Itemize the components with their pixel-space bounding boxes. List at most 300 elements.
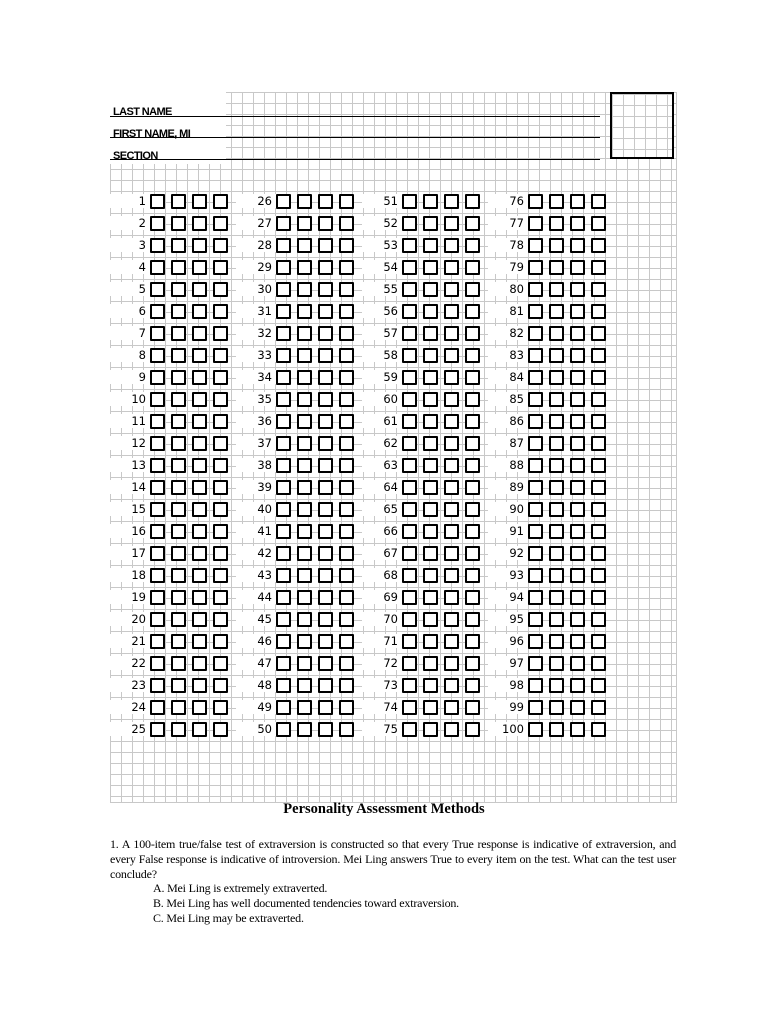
answer-bubble[interactable] <box>402 238 417 253</box>
answer-bubble[interactable] <box>192 480 207 495</box>
answer-bubble[interactable] <box>276 634 291 649</box>
answer-bubble[interactable] <box>570 480 585 495</box>
answer-bubble[interactable] <box>465 546 480 561</box>
answer-bubble[interactable] <box>423 546 438 561</box>
answer-bubble[interactable] <box>213 546 228 561</box>
answer-bubble[interactable] <box>444 634 459 649</box>
answer-bubble[interactable] <box>591 568 606 583</box>
answer-bubble[interactable] <box>339 590 354 605</box>
answer-bubble[interactable] <box>171 678 186 693</box>
answer-bubble[interactable] <box>150 260 165 275</box>
answer-bubble[interactable] <box>402 656 417 671</box>
answer-bubble[interactable] <box>570 304 585 319</box>
answer-bubble[interactable] <box>402 194 417 209</box>
answer-bubble[interactable] <box>465 568 480 583</box>
answer-bubble[interactable] <box>339 480 354 495</box>
answer-bubble[interactable] <box>192 414 207 429</box>
answer-bubble[interactable] <box>570 634 585 649</box>
answer-bubble[interactable] <box>444 194 459 209</box>
answer-bubble[interactable] <box>549 458 564 473</box>
first-name-line[interactable] <box>110 137 600 138</box>
answer-bubble[interactable] <box>297 612 312 627</box>
answer-bubble[interactable] <box>528 502 543 517</box>
answer-bubble[interactable] <box>423 194 438 209</box>
answer-bubble[interactable] <box>423 370 438 385</box>
answer-bubble[interactable] <box>444 502 459 517</box>
answer-bubble[interactable] <box>171 612 186 627</box>
answer-bubble[interactable] <box>339 656 354 671</box>
answer-bubble[interactable] <box>423 304 438 319</box>
answer-bubble[interactable] <box>528 722 543 737</box>
answer-bubble[interactable] <box>171 458 186 473</box>
answer-bubble[interactable] <box>549 678 564 693</box>
answer-bubble[interactable] <box>570 348 585 363</box>
answer-bubble[interactable] <box>192 436 207 451</box>
answer-bubble[interactable] <box>297 458 312 473</box>
answer-bubble[interactable] <box>276 282 291 297</box>
answer-bubble[interactable] <box>591 326 606 341</box>
answer-bubble[interactable] <box>402 568 417 583</box>
answer-bubble[interactable] <box>465 414 480 429</box>
answer-bubble[interactable] <box>402 304 417 319</box>
answer-bubble[interactable] <box>192 612 207 627</box>
answer-bubble[interactable] <box>339 194 354 209</box>
answer-bubble[interactable] <box>297 194 312 209</box>
answer-bubble[interactable] <box>192 348 207 363</box>
answer-bubble[interactable] <box>150 612 165 627</box>
answer-bubble[interactable] <box>549 260 564 275</box>
answer-bubble[interactable] <box>528 612 543 627</box>
answer-bubble[interactable] <box>318 590 333 605</box>
answer-bubble[interactable] <box>423 678 438 693</box>
answer-bubble[interactable] <box>297 480 312 495</box>
answer-bubble[interactable] <box>213 634 228 649</box>
answer-bubble[interactable] <box>339 700 354 715</box>
answer-bubble[interactable] <box>549 370 564 385</box>
answer-bubble[interactable] <box>465 326 480 341</box>
answer-bubble[interactable] <box>171 722 186 737</box>
answer-bubble[interactable] <box>192 568 207 583</box>
answer-bubble[interactable] <box>318 436 333 451</box>
answer-bubble[interactable] <box>465 436 480 451</box>
answer-bubble[interactable] <box>339 370 354 385</box>
answer-bubble[interactable] <box>150 546 165 561</box>
answer-bubble[interactable] <box>192 392 207 407</box>
answer-bubble[interactable] <box>213 414 228 429</box>
answer-bubble[interactable] <box>297 216 312 231</box>
answer-bubble[interactable] <box>570 700 585 715</box>
answer-bubble[interactable] <box>528 282 543 297</box>
answer-bubble[interactable] <box>528 348 543 363</box>
answer-bubble[interactable] <box>423 436 438 451</box>
answer-bubble[interactable] <box>465 304 480 319</box>
answer-bubble[interactable] <box>591 260 606 275</box>
answer-bubble[interactable] <box>570 678 585 693</box>
answer-bubble[interactable] <box>591 502 606 517</box>
answer-bubble[interactable] <box>213 370 228 385</box>
answer-bubble[interactable] <box>444 348 459 363</box>
answer-bubble[interactable] <box>549 656 564 671</box>
answer-bubble[interactable] <box>276 656 291 671</box>
answer-bubble[interactable] <box>318 326 333 341</box>
answer-bubble[interactable] <box>423 458 438 473</box>
answer-bubble[interactable] <box>171 480 186 495</box>
answer-bubble[interactable] <box>192 546 207 561</box>
answer-bubble[interactable] <box>150 238 165 253</box>
answer-bubble[interactable] <box>528 546 543 561</box>
answer-bubble[interactable] <box>444 238 459 253</box>
answer-bubble[interactable] <box>528 678 543 693</box>
answer-bubble[interactable] <box>444 436 459 451</box>
answer-bubble[interactable] <box>570 502 585 517</box>
answer-bubble[interactable] <box>528 590 543 605</box>
answer-bubble[interactable] <box>465 524 480 539</box>
answer-bubble[interactable] <box>465 238 480 253</box>
answer-bubble[interactable] <box>423 414 438 429</box>
answer-bubble[interactable] <box>444 612 459 627</box>
answer-bubble[interactable] <box>297 282 312 297</box>
answer-bubble[interactable] <box>297 722 312 737</box>
answer-bubble[interactable] <box>528 304 543 319</box>
answer-bubble[interactable] <box>549 436 564 451</box>
answer-bubble[interactable] <box>150 722 165 737</box>
answer-bubble[interactable] <box>318 238 333 253</box>
answer-bubble[interactable] <box>339 502 354 517</box>
answer-bubble[interactable] <box>528 238 543 253</box>
answer-bubble[interactable] <box>339 282 354 297</box>
answer-bubble[interactable] <box>444 304 459 319</box>
answer-bubble[interactable] <box>150 568 165 583</box>
answer-bubble[interactable] <box>528 392 543 407</box>
answer-bubble[interactable] <box>192 634 207 649</box>
answer-bubble[interactable] <box>444 722 459 737</box>
answer-bubble[interactable] <box>591 392 606 407</box>
answer-bubble[interactable] <box>339 546 354 561</box>
answer-bubble[interactable] <box>297 546 312 561</box>
answer-bubble[interactable] <box>339 304 354 319</box>
answer-bubble[interactable] <box>297 656 312 671</box>
answer-bubble[interactable] <box>423 656 438 671</box>
answer-bubble[interactable] <box>465 612 480 627</box>
answer-bubble[interactable] <box>318 722 333 737</box>
answer-bubble[interactable] <box>465 634 480 649</box>
answer-bubble[interactable] <box>297 590 312 605</box>
answer-bubble[interactable] <box>465 656 480 671</box>
answer-bubble[interactable] <box>192 590 207 605</box>
answer-bubble[interactable] <box>339 568 354 583</box>
answer-bubble[interactable] <box>276 260 291 275</box>
answer-bubble[interactable] <box>297 370 312 385</box>
answer-bubble[interactable] <box>192 194 207 209</box>
answer-bubble[interactable] <box>192 370 207 385</box>
answer-bubble[interactable] <box>276 612 291 627</box>
answer-bubble[interactable] <box>423 568 438 583</box>
answer-bubble[interactable] <box>276 502 291 517</box>
answer-bubble[interactable] <box>549 414 564 429</box>
answer-bubble[interactable] <box>150 656 165 671</box>
answer-bubble[interactable] <box>402 480 417 495</box>
answer-bubble[interactable] <box>297 568 312 583</box>
answer-bubble[interactable] <box>150 524 165 539</box>
answer-bubble[interactable] <box>318 194 333 209</box>
answer-bubble[interactable] <box>549 700 564 715</box>
answer-bubble[interactable] <box>213 282 228 297</box>
answer-bubble[interactable] <box>423 700 438 715</box>
answer-bubble[interactable] <box>570 370 585 385</box>
answer-bubble[interactable] <box>591 634 606 649</box>
answer-bubble[interactable] <box>276 414 291 429</box>
answer-bubble[interactable] <box>465 480 480 495</box>
answer-bubble[interactable] <box>570 414 585 429</box>
answer-bubble[interactable] <box>402 370 417 385</box>
answer-bubble[interactable] <box>549 546 564 561</box>
answer-bubble[interactable] <box>213 194 228 209</box>
answer-bubble[interactable] <box>591 480 606 495</box>
answer-bubble[interactable] <box>171 392 186 407</box>
answer-bubble[interactable] <box>591 436 606 451</box>
answer-bubble[interactable] <box>297 524 312 539</box>
answer-bubble[interactable] <box>570 458 585 473</box>
answer-bubble[interactable] <box>591 524 606 539</box>
answer-bubble[interactable] <box>402 590 417 605</box>
answer-bubble[interactable] <box>549 568 564 583</box>
answer-bubble[interactable] <box>444 568 459 583</box>
answer-bubble[interactable] <box>171 568 186 583</box>
answer-bubble[interactable] <box>276 436 291 451</box>
answer-bubble[interactable] <box>213 590 228 605</box>
answer-bubble[interactable] <box>150 590 165 605</box>
answer-bubble[interactable] <box>276 326 291 341</box>
answer-bubble[interactable] <box>444 678 459 693</box>
answer-bubble[interactable] <box>150 436 165 451</box>
answer-bubble[interactable] <box>297 304 312 319</box>
answer-bubble[interactable] <box>318 502 333 517</box>
answer-bubble[interactable] <box>318 304 333 319</box>
answer-bubble[interactable] <box>339 326 354 341</box>
answer-bubble[interactable] <box>192 238 207 253</box>
answer-bubble[interactable] <box>549 238 564 253</box>
answer-bubble[interactable] <box>402 612 417 627</box>
answer-bubble[interactable] <box>423 392 438 407</box>
answer-bubble[interactable] <box>423 502 438 517</box>
answer-bubble[interactable] <box>171 590 186 605</box>
answer-bubble[interactable] <box>297 392 312 407</box>
answer-bubble[interactable] <box>528 634 543 649</box>
answer-bubble[interactable] <box>549 634 564 649</box>
answer-bubble[interactable] <box>171 546 186 561</box>
answer-bubble[interactable] <box>192 304 207 319</box>
answer-bubble[interactable] <box>423 590 438 605</box>
answer-bubble[interactable] <box>528 436 543 451</box>
answer-bubble[interactable] <box>150 348 165 363</box>
answer-bubble[interactable] <box>444 546 459 561</box>
answer-bubble[interactable] <box>192 700 207 715</box>
answer-bubble[interactable] <box>465 458 480 473</box>
answer-bubble[interactable] <box>171 260 186 275</box>
answer-bubble[interactable] <box>276 480 291 495</box>
answer-bubble[interactable] <box>171 700 186 715</box>
answer-bubble[interactable] <box>549 612 564 627</box>
answer-bubble[interactable] <box>213 700 228 715</box>
answer-bubble[interactable] <box>318 282 333 297</box>
answer-bubble[interactable] <box>318 260 333 275</box>
answer-bubble[interactable] <box>591 304 606 319</box>
answer-bubble[interactable] <box>444 458 459 473</box>
answer-bubble[interactable] <box>297 348 312 363</box>
answer-bubble[interactable] <box>444 480 459 495</box>
answer-bubble[interactable] <box>297 326 312 341</box>
answer-bubble[interactable] <box>570 238 585 253</box>
answer-bubble[interactable] <box>318 480 333 495</box>
answer-bubble[interactable] <box>213 612 228 627</box>
answer-bubble[interactable] <box>297 678 312 693</box>
answer-bubble[interactable] <box>192 282 207 297</box>
answer-bubble[interactable] <box>213 722 228 737</box>
answer-bubble[interactable] <box>570 568 585 583</box>
answer-bubble[interactable] <box>465 260 480 275</box>
answer-bubble[interactable] <box>339 216 354 231</box>
answer-bubble[interactable] <box>318 458 333 473</box>
answer-bubble[interactable] <box>276 238 291 253</box>
answer-bubble[interactable] <box>465 216 480 231</box>
answer-bubble[interactable] <box>339 634 354 649</box>
answer-bubble[interactable] <box>318 700 333 715</box>
answer-bubble[interactable] <box>213 216 228 231</box>
answer-bubble[interactable] <box>444 260 459 275</box>
answer-bubble[interactable] <box>465 370 480 385</box>
answer-bubble[interactable] <box>465 348 480 363</box>
answer-bubble[interactable] <box>171 502 186 517</box>
answer-bubble[interactable] <box>276 392 291 407</box>
answer-bubble[interactable] <box>528 216 543 231</box>
answer-bubble[interactable] <box>318 524 333 539</box>
answer-bubble[interactable] <box>276 722 291 737</box>
answer-bubble[interactable] <box>402 722 417 737</box>
answer-bubble[interactable] <box>192 502 207 517</box>
answer-bubble[interactable] <box>318 634 333 649</box>
answer-bubble[interactable] <box>465 392 480 407</box>
answer-bubble[interactable] <box>339 524 354 539</box>
answer-bubble[interactable] <box>150 502 165 517</box>
answer-bubble[interactable] <box>570 194 585 209</box>
answer-bubble[interactable] <box>423 282 438 297</box>
answer-bubble[interactable] <box>213 238 228 253</box>
answer-bubble[interactable] <box>213 436 228 451</box>
answer-bubble[interactable] <box>570 722 585 737</box>
answer-bubble[interactable] <box>339 612 354 627</box>
answer-bubble[interactable] <box>423 480 438 495</box>
answer-bubble[interactable] <box>339 348 354 363</box>
answer-bubble[interactable] <box>402 326 417 341</box>
answer-bubble[interactable] <box>213 304 228 319</box>
answer-bubble[interactable] <box>192 260 207 275</box>
answer-bubble[interactable] <box>591 612 606 627</box>
answer-bubble[interactable] <box>171 326 186 341</box>
answer-bubble[interactable] <box>570 216 585 231</box>
answer-bubble[interactable] <box>339 260 354 275</box>
answer-bubble[interactable] <box>297 238 312 253</box>
answer-bubble[interactable] <box>465 502 480 517</box>
answer-bubble[interactable] <box>297 634 312 649</box>
answer-bubble[interactable] <box>150 414 165 429</box>
answer-bubble[interactable] <box>276 546 291 561</box>
answer-bubble[interactable] <box>465 678 480 693</box>
answer-bubble[interactable] <box>570 612 585 627</box>
answer-bubble[interactable] <box>528 656 543 671</box>
answer-bubble[interactable] <box>276 568 291 583</box>
answer-bubble[interactable] <box>591 656 606 671</box>
answer-bubble[interactable] <box>171 304 186 319</box>
answer-bubble[interactable] <box>402 700 417 715</box>
answer-bubble[interactable] <box>276 678 291 693</box>
answer-bubble[interactable] <box>150 216 165 231</box>
section-line[interactable] <box>110 159 600 160</box>
answer-bubble[interactable] <box>465 194 480 209</box>
answer-bubble[interactable] <box>591 590 606 605</box>
answer-bubble[interactable] <box>549 304 564 319</box>
answer-bubble[interactable] <box>549 722 564 737</box>
answer-bubble[interactable] <box>150 194 165 209</box>
answer-bubble[interactable] <box>297 436 312 451</box>
answer-bubble[interactable] <box>213 458 228 473</box>
answer-bubble[interactable] <box>171 216 186 231</box>
answer-bubble[interactable] <box>570 392 585 407</box>
answer-bubble[interactable] <box>549 590 564 605</box>
answer-bubble[interactable] <box>402 282 417 297</box>
answer-bubble[interactable] <box>549 194 564 209</box>
answer-bubble[interactable] <box>465 282 480 297</box>
answer-bubble[interactable] <box>192 678 207 693</box>
answer-bubble[interactable] <box>150 458 165 473</box>
answer-bubble[interactable] <box>171 194 186 209</box>
answer-bubble[interactable] <box>549 326 564 341</box>
answer-bubble[interactable] <box>528 194 543 209</box>
answer-bubble[interactable] <box>171 370 186 385</box>
answer-bubble[interactable] <box>591 700 606 715</box>
answer-bubble[interactable] <box>402 678 417 693</box>
answer-bubble[interactable] <box>423 348 438 363</box>
answer-bubble[interactable] <box>402 546 417 561</box>
answer-bubble[interactable] <box>318 348 333 363</box>
answer-bubble[interactable] <box>339 678 354 693</box>
answer-bubble[interactable] <box>528 458 543 473</box>
answer-bubble[interactable] <box>213 348 228 363</box>
answer-bubble[interactable] <box>465 590 480 605</box>
answer-bubble[interactable] <box>528 370 543 385</box>
answer-bubble[interactable] <box>339 392 354 407</box>
answer-bubble[interactable] <box>465 722 480 737</box>
answer-bubble[interactable] <box>171 524 186 539</box>
answer-bubble[interactable] <box>171 238 186 253</box>
answer-bubble[interactable] <box>297 502 312 517</box>
answer-bubble[interactable] <box>276 304 291 319</box>
answer-bubble[interactable] <box>570 546 585 561</box>
answer-bubble[interactable] <box>150 370 165 385</box>
answer-bubble[interactable] <box>171 348 186 363</box>
answer-bubble[interactable] <box>402 458 417 473</box>
answer-bubble[interactable] <box>318 678 333 693</box>
answer-bubble[interactable] <box>318 546 333 561</box>
answer-bubble[interactable] <box>150 678 165 693</box>
answer-bubble[interactable] <box>591 238 606 253</box>
answer-bubble[interactable] <box>549 348 564 363</box>
answer-bubble[interactable] <box>150 392 165 407</box>
answer-bubble[interactable] <box>570 326 585 341</box>
answer-bubble[interactable] <box>423 238 438 253</box>
answer-bubble[interactable] <box>528 260 543 275</box>
answer-bubble[interactable] <box>591 722 606 737</box>
answer-bubble[interactable] <box>549 502 564 517</box>
